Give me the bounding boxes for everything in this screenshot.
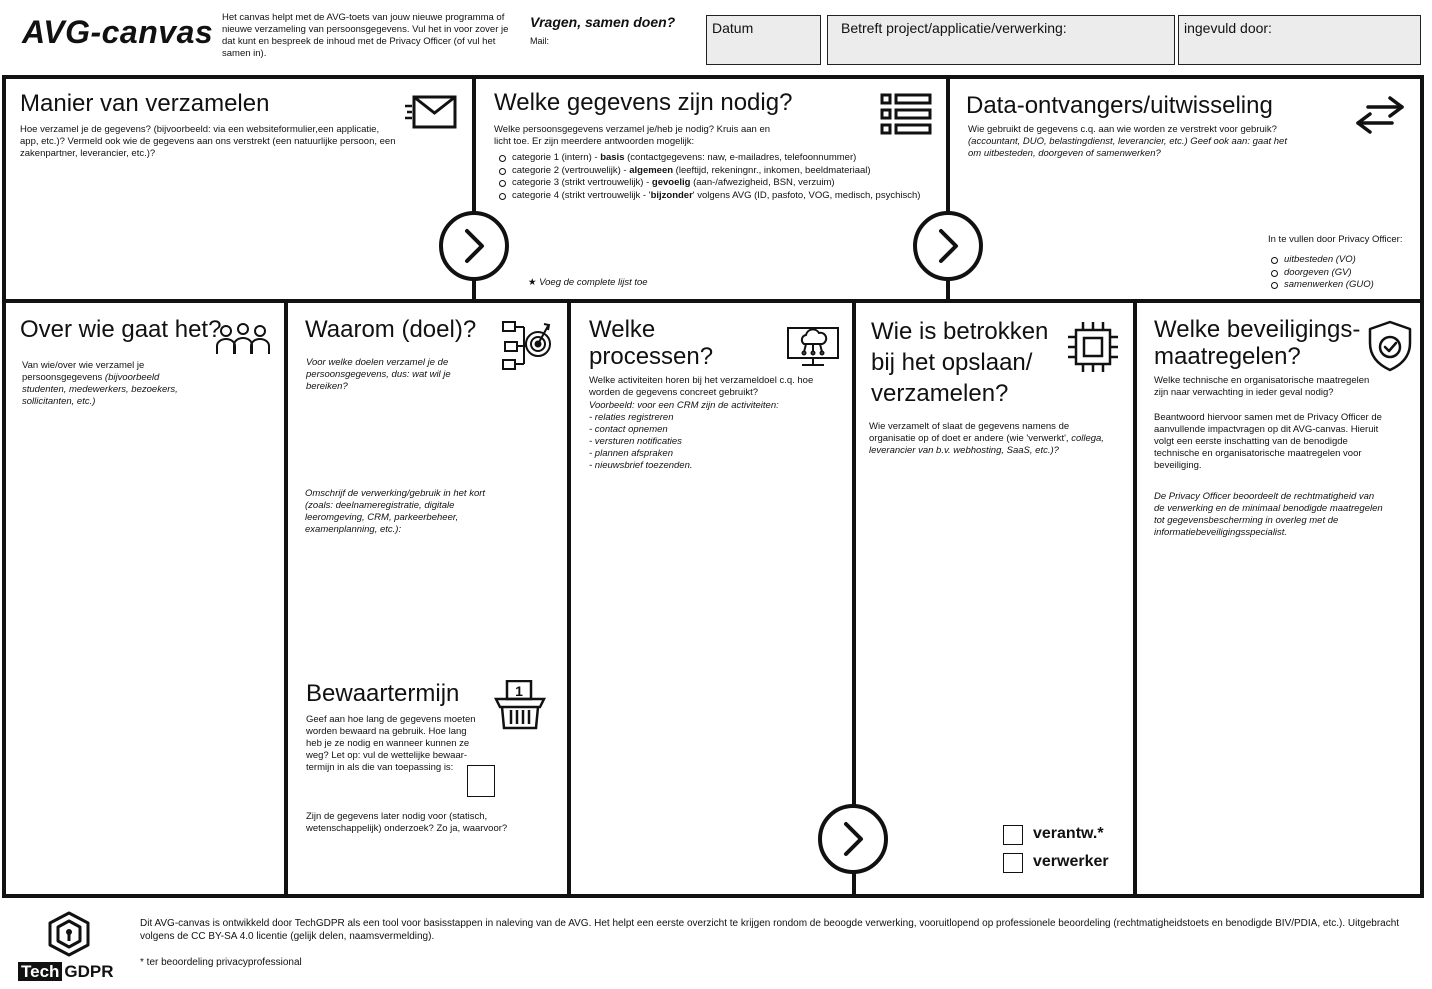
list-icon — [880, 93, 932, 135]
verantwoordelijke-checkbox[interactable] — [1003, 825, 1023, 845]
option-samenwerken[interactable]: samenwerken (GUO) — [1268, 279, 1374, 292]
target-goal-icon — [500, 318, 554, 374]
officer-options — [1268, 254, 1374, 292]
overwie-text: Van wie/over wie verzamel je persoonsgegevens (bijvoorbeeld studenten, medewerkers, bezoekers, sollicitanten, etc.) — [22, 360, 178, 407]
row-divider — [2, 299, 1424, 303]
ontvangers-text: Wie gebruikt de gegevens c.q. aan wie worden ze verstrekt voor gebruik? (accountant, DUO, belastingdienst, leverancier, etc.) Geef ook aan: gaat het om uitbesteden, doorgeven of samenwerken? — [968, 124, 1287, 159]
ontvangers-title: Data-ontvangers/uitwisseling — [966, 92, 1273, 119]
verantwoordelijke-label: verantw.* — [1033, 825, 1104, 842]
vragen-label: Vragen, samen doen? — [530, 14, 676, 30]
ingevuld-field[interactable]: ingevuld door: — [1178, 15, 1421, 65]
beveiliging-title: Welke beveiligings- maatregelen? — [1154, 316, 1361, 370]
betrokken-text: Wie verzamelt of slaat de gegevens namens de organisatie op of doet er andere (wie 'verwerkt', collega, leverancier van b.v. webhosting, SaaS, etc.)? — [869, 421, 1104, 456]
exchange-arrows-icon — [1354, 96, 1406, 134]
beveiliging-text3: De Privacy Officer beoordeelt de rechtmatigheid van de verwerking en de minimaal benodigde maatregelen tot gegevensbescherming in overleg met de informatiebeveiligingsspecialist. — [1154, 491, 1383, 538]
beveiliging-text2: Beantwoord hiervoor samen met de Privacy Officer de aanvullende impactvragen op dit AVG-canvas. Hieruit volgt een eerste inschatting van de benodigde technische en organisatorische maatregelen voor beveiliging. — [1154, 412, 1382, 471]
intro-text: Het canvas helpt met de AVG-toets van jouw nieuwe programma of nieuwe verzameling van persoonsgegevens. Vul het in voor zover je dat kunt en bespreek de inhoud met de Privacy Officer (of vul het samen in). — [222, 12, 509, 59]
mail-label: Mail: — [530, 36, 550, 46]
bewaar-title: Bewaartermijn — [306, 680, 460, 707]
processen-examples: Voorbeeld: voor een CRM zijn de activiteiten: - relaties registreren - contact opnemen - versturen notificaties - plannen afspraken - nieuwsbrief toezenden. — [589, 400, 779, 471]
shredder-icon — [494, 680, 546, 730]
gegevens-text: Welke persoonsgegevens verzamel je/heb je nodig? Kruis aan en licht toe. Er zijn meerdere antwoorden mogelijk: — [494, 124, 771, 147]
category-item[interactable]: categorie 2 (vertrouwelijk) - algemeen (leeftijd, rekeningnr., inkomen, beeldmateriaal) — [496, 165, 936, 178]
next-arrow-icon — [913, 211, 983, 281]
manier-text: Hoe verzamel je de gegevens? (bijvoorbeeld: via een websiteformulier,een applicatie, app, etc.)? Vermeld ook wie de gegevens aan ons verstrekt (een natuurlijke persoon, een zakenpartner, leverancier, etc.)? — [20, 124, 396, 159]
datum-field[interactable]: Datum — [706, 15, 821, 65]
techgdpr-logo-icon — [46, 911, 92, 957]
col-divider — [1133, 299, 1137, 898]
next-arrow-icon — [439, 211, 509, 281]
officer-label: In te vullen door Privacy Officer: — [1268, 234, 1403, 245]
processen-text: Welke activiteiten horen bij het verzameldoel c.q. hoe worden de gegevens concreet gebruikt? — [589, 375, 814, 398]
bewaartermijn-input[interactable] — [467, 765, 495, 797]
category-item[interactable]: categorie 1 (intern) - basis (contactgegevens: naw, e-mailadres, telefoonnummer) — [496, 152, 936, 165]
processen-title: Welke processen? — [589, 316, 714, 370]
bewaar-text: Geef aan hoe lang de gegevens moeten worden bewaard na gebruik. Hoe lang heb je ze nodig en wanneer kunnen ze weg? Let op: vul de wettelijke bewaar-termijn in als die van toepassing is: — [306, 714, 476, 773]
betreft-field[interactable]: Betreft project/applicatie/verwerking: — [827, 15, 1175, 65]
option-doorgeven[interactable]: doorgeven (GV) — [1268, 267, 1374, 280]
footer-note: * ter beoordeling privacyprofessional — [140, 957, 302, 968]
category-item[interactable]: categorie 4 (strikt vertrouwelijk - 'bijzonder' volgens AVG (ID, pasfoto, VOG, medisch, psychisch) — [496, 190, 936, 203]
svg-text:1: 1 — [515, 683, 523, 699]
col-divider — [284, 299, 288, 898]
betrokken-title: Wie is betrokken bij het opslaan/ verzamelen? — [871, 318, 1049, 407]
bewaar-text2: Zijn de gegevens later nodig voor (statisch, wetenschappelijk) onderzoek? Zo ja, waarvoor? — [306, 811, 508, 834]
shield-check-icon — [1366, 320, 1414, 372]
cloud-monitor-icon — [786, 320, 840, 368]
option-uitbesteden[interactable]: uitbesteden (VO) — [1268, 254, 1374, 267]
verwerker-checkbox[interactable] — [1003, 853, 1023, 873]
gegevens-categories — [496, 152, 936, 202]
col-divider — [567, 299, 571, 898]
gegevens-title: Welke gegevens zijn nodig? — [494, 89, 793, 116]
overwie-title: Over wie gaat het? — [20, 316, 222, 343]
waarom-text2: Omschrijf de verwerking/gebruik in het kort (zoals: deelnameregistratie, digitale leeromgeving, CRM, parkeerbeheer, examenplanning, etc.): — [305, 488, 486, 535]
category-item[interactable]: categorie 3 (strikt vertrouwelijk) - gevoelig (aan-/afwezigheid, BSN, verzuim) — [496, 177, 936, 190]
gegevens-note: ★ Voeg de complete lijst toe — [528, 277, 648, 288]
next-arrow-icon — [818, 804, 888, 874]
verwerker-label: verwerker — [1033, 853, 1109, 870]
envelope-icon — [405, 94, 457, 130]
chip-icon — [1066, 320, 1120, 374]
people-icon — [216, 320, 270, 356]
techgdpr-logo: Tech GDPR — [18, 962, 114, 982]
canvas-title: AVG-canvas — [22, 14, 214, 50]
waarom-title: Waarom (doel)? — [305, 316, 477, 343]
beveiliging-text: Welke technische en organisatorische maatregelen zijn naar verwachting in ieder geval nodig? — [1154, 375, 1370, 398]
manier-title: Manier van verzamelen — [20, 90, 270, 117]
waarom-text: Voor welke doelen verzamel je de persoonsgegevens, dus: wat wil je bereiken? — [306, 357, 451, 392]
footer-text: Dit AVG-canvas is ontwikkeld door TechGDPR als een tool voor basisstappen in naleving van de AVG. Het helpt een eerste overzicht te krijgen rondom de beoogde verwerking, vooruitlopend op professionele beoordeling (rechtmatigheidstoets en benodigde BIV/PDIA, etc.). Uitgebracht volgens de CC BY-SA 4.0 licentie (gelijk delen, naamsvermelding). — [140, 918, 1400, 942]
